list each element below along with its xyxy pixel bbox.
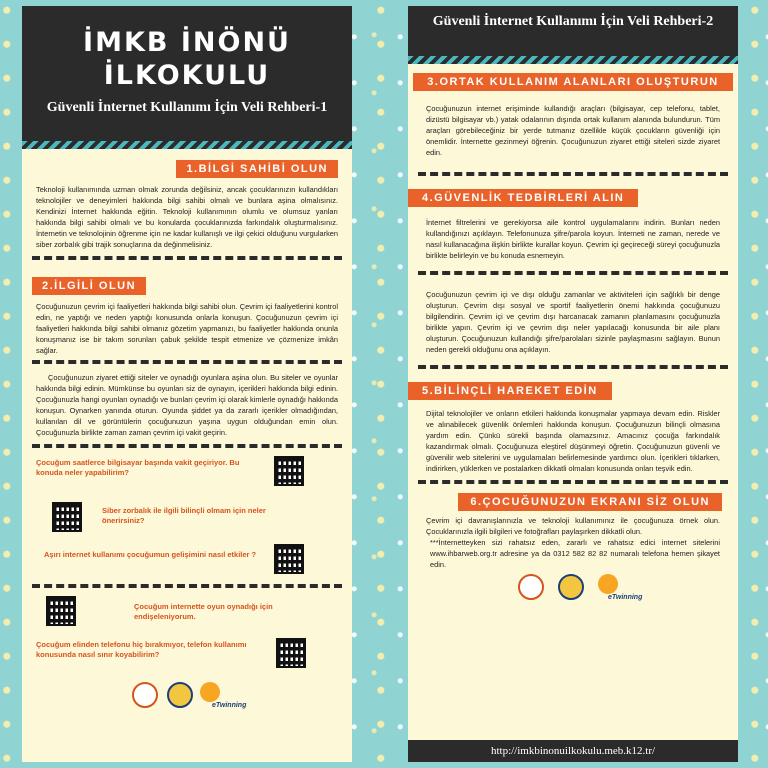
section-text-4b: Çocuğunuzun çevrim içi ve dışı olduğu zamanlar ve aktiviteleri için sağlıklı bir denge oluşturun. Çevrim dışı sosyal ve sportif faaliyetlerin önemi hakkında çocuğunuzu bilgilendirin. Çevrim içi ve çevrim dışı harcanacak zamanın planlamasını çocuğunuzla birlikte yapın. Çevrim içi ve çevrim dışı neler yapılacağı konusunda bir aile planı oluşturun. Çocuğunuzun kullandığı şifre/parolaları sizinle paylaşmasını sağlayın. Bunun neden gerekli olduğunu ona açıklayın. bbox=[426, 290, 720, 354]
guide-title: Güvenli İnternet Kullanımı İçin Veli Rehberi-2 bbox=[432, 14, 714, 29]
school-name-line1: İMKB İNÖNÜ bbox=[83, 27, 291, 58]
qr-code-icon[interactable] bbox=[46, 596, 76, 626]
etwinning-logo-icon bbox=[200, 682, 220, 702]
section-title-5: 5.BİLİNÇLİ HAREKET EDİN bbox=[408, 382, 612, 400]
stripe-divider bbox=[22, 141, 352, 149]
school-logo-icon bbox=[132, 682, 158, 708]
header bbox=[408, 6, 738, 56]
section-title-6: 6.ÇOCUĞUNUZUN EKRANI SİZ OLUN bbox=[458, 493, 722, 511]
section-title-4: 4.GÜVENLİK TEDBİRLERİ ALIN bbox=[408, 189, 638, 207]
section-title-2: 2.İLGİLİ OLUN bbox=[32, 277, 146, 295]
section-title-3: 3.ORTAK KULLANIM ALANLARI OLUŞTURUN bbox=[413, 73, 732, 91]
school-logo-icon bbox=[518, 574, 544, 600]
dashed-divider bbox=[32, 360, 342, 364]
school-name-line2: İLKOKULU bbox=[103, 60, 271, 91]
qr-question-row bbox=[22, 540, 352, 580]
qr-question-row bbox=[22, 498, 352, 540]
qr-question-row bbox=[22, 452, 352, 498]
meb-logo-icon bbox=[167, 682, 193, 708]
logo-row bbox=[22, 678, 352, 718]
section-text-6b: ***İnternetteyken sizi rahatsız eden, zararlı ve rahatsız edici internet sitelerini www.ihbarweb.org.tr adresine ya da 0312 582 82 82 numaralı telefona hemen şikayet edin. bbox=[430, 538, 720, 569]
dashed-divider bbox=[418, 172, 728, 176]
logo-row bbox=[408, 570, 738, 610]
stripe-divider bbox=[408, 56, 738, 64]
qr-code-icon[interactable] bbox=[52, 502, 82, 532]
dashed-divider bbox=[418, 365, 728, 369]
section-text-2b: Çocuğunuzun ziyaret ettiği siteler ve oynadığı oyunlara aşina olun. Bu siteler ve oyunlar hakkında bilgi edinin. Mümkünse bu oyunları siz de oynayın, içerikleri hakkında bilgi edinin. Çocuğunuzla hangi oyunları oynadığı ve bunları çevrim içi olarak kimlerle oynadığı hakkında konuşun. Oynarken yanında oturun. Oyunda şiddet ya da zararlı içerikler olmadığından, kullanılan dil ve görüntülerin çocuğunuzun yaşına uygun olduğundan emin olun. Çocuğunuzla birlikte zaman zaman çevrim içi vakit geçirin. bbox=[36, 373, 338, 437]
etwinning-logo-icon bbox=[598, 574, 618, 594]
dashed-divider bbox=[32, 444, 342, 448]
section-text-2: Çocuğunuzun çevrim içi faaliyetleri hakkında bilgi sahibi olun. Çevrim içi faaliyetlerini kontrol edin, ne yaptığı ve neden yaptığı konusunda onlarla konuşun. Çocuğunuzun çevrim içi faaliyetleri hakkında bilgi sahibi olmanız gözetim yapmanızı, bu faaliyetler hakkında onunla konuşmanız ise bir takım sorunları çabuk şekilde tespit etmenize ve çözmenize imkân sağlar. bbox=[36, 302, 338, 355]
section-text-3: Çocuğunuzun internet erişiminde kullandığı araçları (bilgisayar, cep telefonu, tablet, dizüstü bilgisayar vb.) yatak odalarının dışında ortak kullanım alanında bulundurun. Tüm araçları görebileceğiniz bir yerde tutmanız özellikle küçük çocukların güvenliği için önemlidir. İnternette gezinmeyi öğrenin. Çocuğunuzun ziyaret ettiği siteleri sizde ziyaret edin. bbox=[426, 104, 720, 157]
dashed-divider bbox=[418, 480, 728, 484]
question-1: Çocuğum saatlerce bilgisayar başında vakit geçiriyor. Bu konuda neler yapabilirim? bbox=[36, 458, 240, 477]
section-title-1: 1.BİLGİ SAHİBİ OLUN bbox=[176, 160, 338, 178]
school-website-link[interactable]: http://imkbinonuilkokulu.meb.k12.tr/ bbox=[408, 740, 738, 762]
qr-code-icon[interactable] bbox=[274, 544, 304, 574]
section-text-6: Çevrim içi davranışlarınızla ve teknoloji kullanımınız ile çocuğunuza örnek olun. Çocuklarınızla ilgili bilgileri ve fotoğrafları paylaşırken dikkatli olun. bbox=[426, 516, 720, 536]
section-text-1: Teknoloji kullanımında uzman olmak zorunda değilsiniz, ancak çocuklarınızın kullandıkları teknolojiler ve deneyimleri hakkında bilgi sahibi olmalı ve bunlara aşina olmalısınız. Kendinizi İnternet hakkında eğitin. Teknoloji kullanımının olumlu ve olumsuz yanları hakkında bilgi sahibi olmalı ve bu konularda çocuklarınızda farkındalık oluşturmalısınız. İnternetin ve teknolojinin öğrenme için ne kadar kullanışlı ve ilgi çekici olduğunu vurgularken siber zorbalık gibi trajik sonuçlarına da değinmelisiniz. bbox=[36, 185, 338, 249]
question-5: Çocuğum elinden telefonu hiç bırakmıyor, telefon kullanımı konusunda nasıl sınır koyabilirim? bbox=[36, 640, 247, 659]
etwinning-label: eTwinning bbox=[212, 702, 247, 709]
qr-code-icon[interactable] bbox=[274, 456, 304, 486]
etwinning-label: eTwinning bbox=[608, 594, 643, 601]
header bbox=[22, 6, 352, 141]
guide-panel-1 bbox=[22, 6, 352, 762]
qr-question-row bbox=[22, 592, 352, 636]
guide-panel-2 bbox=[408, 6, 738, 762]
dashed-divider bbox=[418, 271, 728, 275]
qr-question-row bbox=[22, 636, 352, 678]
qr-code-icon[interactable] bbox=[276, 638, 306, 668]
dashed-divider bbox=[32, 584, 342, 588]
meb-logo-icon bbox=[558, 574, 584, 600]
dashed-divider bbox=[32, 256, 342, 260]
question-2: Siber zorbalık ile ilgili bilinçli olmam için neler önerirsiniz? bbox=[102, 506, 266, 525]
question-4: Çocuğum internette oyun oynadığı için endişeleniyorum. bbox=[134, 602, 273, 621]
section-text-5: Dijital teknolojiler ve onların etkileri hakkında konuşmalar yapmaya devam edin. Riskler ve alınabilecek güvenlik önlemleri hakkında konuşun. Çocuğunuzun bilinçli olmasına yardım edin. Çünkü sürekli başında olamazsınız. Amacınız çocuğa farkındalık kazandırmak olmalı. Çocuğunuza eleştirel düşünmeyi öğretin. Çocuğunuzun güvenli ve güvenilir web sitelerini ve uygulamaları belirlemesinde yardımcı olun. İçerikleri tıklarken, indirirken, yüklerken ve postalarken dikkatli olmaları konusunda onları teşvik edin. bbox=[426, 409, 720, 473]
question-3: Aşırı internet kullanımı çocuğumun gelişimini nasıl etkiler ? bbox=[44, 550, 257, 559]
section-text-4: İnternet filtrelerini ve gerekiyorsa aile kontrol uygulamalarını indirin. Bunları neden kullandığınızı açıklayın. Telefonunuza şifre/parola koyun. İnterneti ne zaman, nerede ve nasıl kullanacağına ilişkin birlikte kurallar koyun. Çevrim içi geçireceği süreyi çocuğunuzla birlikte belirleyin ve bu konuda esnemeyin. bbox=[426, 218, 720, 260]
guide-title: Güvenli İnternet Kullanımı İçin Veli Rehberi-1 bbox=[46, 100, 328, 115]
